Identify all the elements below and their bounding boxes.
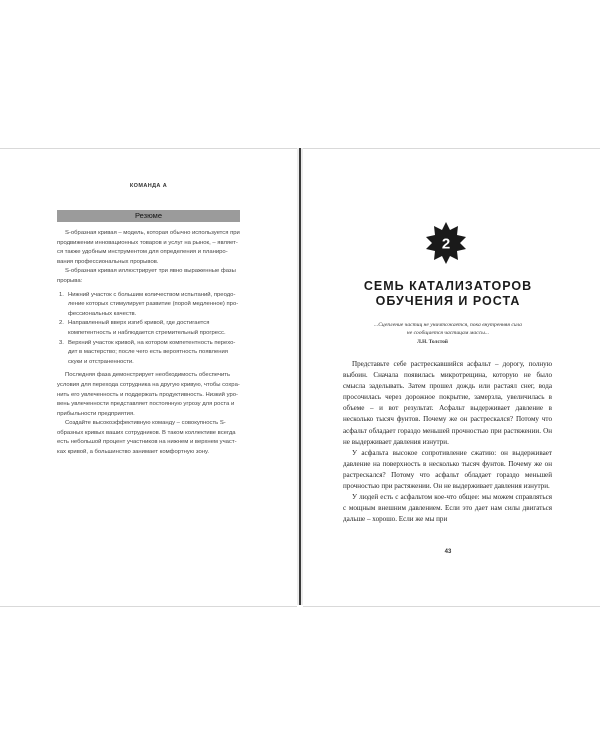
epigraph-line: ...Сцепление частиц не уничтожается, пока внутренняя сила [374, 322, 522, 328]
summary-text [57, 229, 240, 458]
chapter-badge [424, 221, 468, 265]
list-number: 3. [59, 339, 64, 346]
starburst-icon [424, 221, 468, 265]
chapter-number: 2 [441, 235, 451, 253]
body-paragraph: У людей есть с асфальтом кое-что общее: мы можем справляться с мощным внешним давлением. Если это дает нам силы двигаться дальше – хорошо. Если же мы при [343, 493, 552, 524]
summary-paragraph: S-образная кривая – модель, которая обычно используется при продвижении инновационных товаров и услуг на рынок, – является также удобным инструментом для определения и планирования профессиональных прорывов. [57, 230, 240, 265]
chapter-title-line: СЕМЬ КАТАЛИЗАТОРОВ [363, 279, 533, 293]
list-item [57, 291, 240, 320]
body-text [343, 359, 552, 525]
left-page [0, 148, 297, 607]
right-page [303, 148, 600, 607]
page-fold [299, 148, 301, 605]
epigraph-author: Л.Н. Толстой [417, 339, 448, 345]
list-item [57, 339, 240, 368]
list-item [57, 319, 240, 338]
summary-paragraph: S-образная кривая иллюстрирует три явно выраженные фазы прорыва: [57, 268, 236, 284]
summary-paragraph: Последняя фаза демонстрирует необходимость обеспечить условия для перехода сотрудника на другую кривую, чтобы сохранить его увлеченность и поддержать продуктивность. Низкий уровень увлеченности представляет постоянную угрозу для роста и прибыльности предприятия. [57, 372, 240, 417]
list-text: Направленный вверх изгиб кривой, где достигается компетентность и наблюдается стремительный прогресс. [68, 320, 226, 336]
body-paragraph: Представьте себе растрескавшийся асфальт – дорогу, полную выбоин. Сначала появилась микротрещина, которую не было смысла заделывать. Затем прошел дождь или растаял снег, вода просочилась через дорожное покрытие, замерзла, увеличилась в объеме – и вот результат. Асфальт выдерживает давление в несколько тысяч фунтов. Почему же он растрескался? Потому что асфальт обладает гораздо меньшей прочностью при растяжении. Он не выдерживает давления изнутри. [343, 360, 552, 446]
epigraph-line: не сообщается частицам массы... [406, 330, 490, 336]
chapter-title-line: ОБУЧЕНИЯ И РОСТА [375, 294, 521, 308]
summary-paragraph: Создайте высокоэффективную команду – совокупность S-образных кривых ваших сотрудников. В таком коллективе всегда есть небольшой процент участников на нижнем и верхнем участках кривой, а большинство занимает комфортную зону. [57, 420, 237, 456]
list-number: 1. [59, 291, 64, 298]
summary-heading: Резюме [57, 210, 240, 222]
page-number: 43 [444, 549, 452, 555]
list-text: Нижний участок с большим количеством испытаний, преодоление которых стимулирует развитие (порой медленное) профессиональных качеств. [68, 291, 239, 317]
running-head: КОМАНДА А [129, 183, 168, 189]
list-number: 2. [59, 320, 64, 327]
body-paragraph: У асфальта высокое сопротивление сжатию: он выдерживает давление на поверхность в несколько тысяч фунтов. Почему же он растрескался? Потому что асфальт обладает гораздо меньшей прочностью при растяжении. Он не выдерживает давления изнутри. [343, 448, 552, 491]
list-text: Верхний участок кривой, на котором компетентность переходит в мастерство; после чего есть вероятность появления скуки и отстраненности. [68, 339, 236, 365]
chapter-title [338, 279, 558, 309]
epigraph [348, 321, 548, 337]
phase-list [57, 291, 240, 368]
